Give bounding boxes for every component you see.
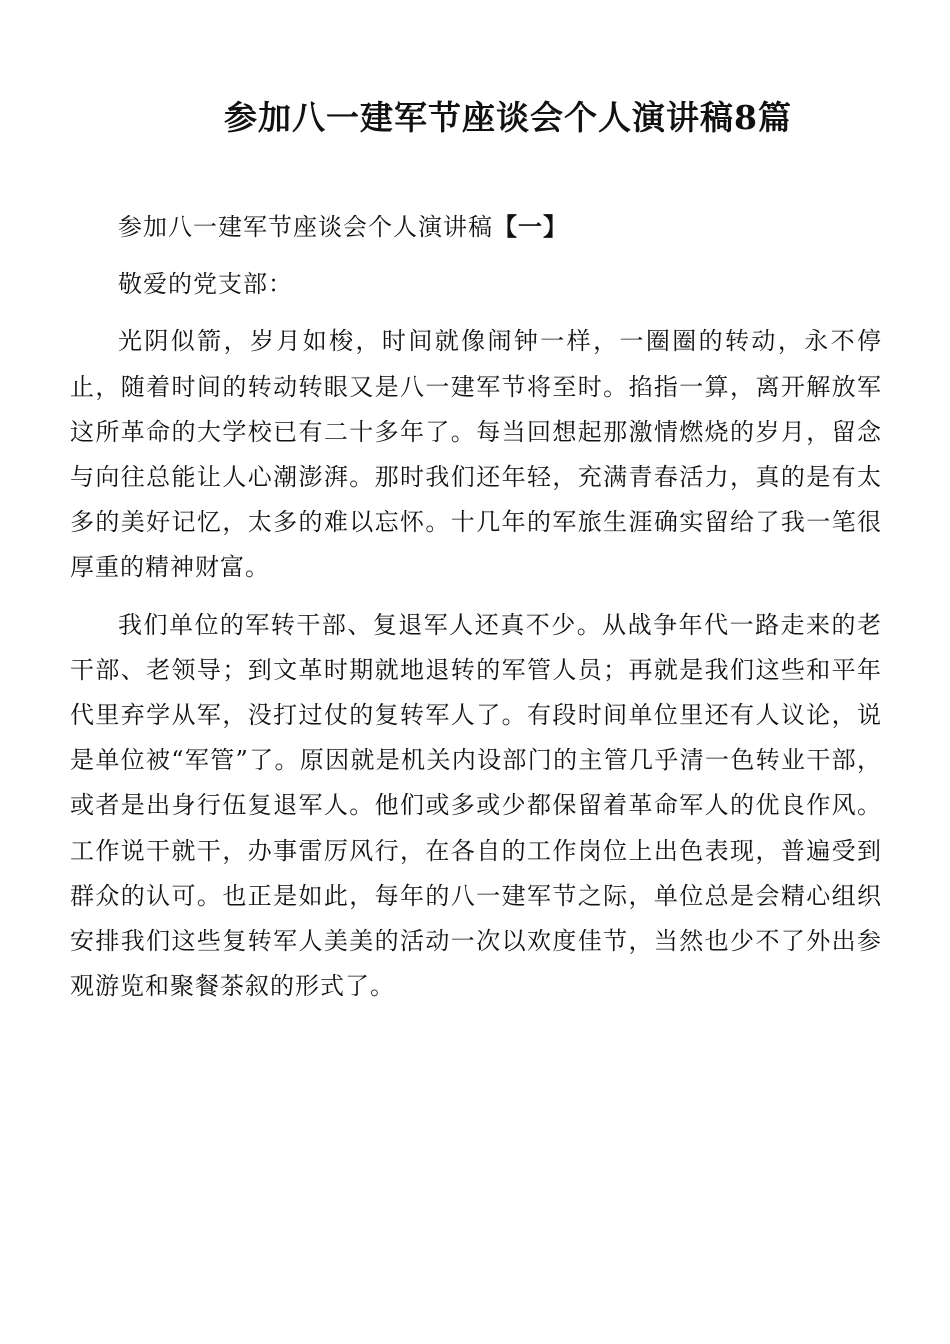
salutation: 敬爱的党支部： [118, 270, 293, 299]
spacer [70, 591, 882, 603]
paragraph-2: 我们单位的军转干部、复退军人还真不少。从战争年代一路走来的老干部、老领导；到文革时期就地退转的军管人员；再就是我们这些和平年代里弃学从军，没打过仗的复转军人了。有段时间单位里还有人议论，说是单位被“军管”了。原因就是机关内设部门的主管几乎清一色转业干部，或者是出身行伍复退军人。他们或多或少都保留着革命军人的优良作风。工作说干就干，办事雷厉风行，在各自的工作岗位上出色表现，普遍受到群众的认可。也正是如此，每年的八一建军节之际，单位总是会精心组织安排我们这些复转军人美美的活动一次以欢度佳节，当然也少不了外出参观游览和聚餐茶叙的形式了。 [70, 610, 882, 1001]
paragraph-1: 光阴似箭，岁月如梭，时间就像闹钟一样，一圈圈的转动，永不停止，随着时间的转动转眼又是八一建军节将至时。掐指一算，离开解放军这所革命的大学校已有二十多年了。每当回想起那激情燃烧的岁月，留念与向往总能让人心潮澎湃。那时我们还年轻，充满青春活力，真的是有太多的美好记忆，太多的难以忘怀。十几年的军旅生涯确实留给了我一笔很厚重的精神财富。 [70, 327, 882, 582]
document-title: 参加八一建军节座谈会个人演讲稿8篇 [224, 98, 792, 137]
document-body [70, 204, 882, 1009]
spacer [70, 250, 882, 262]
spacer [70, 307, 882, 319]
section-heading-text: 参加八一建军节座谈会个人演讲稿 [118, 213, 493, 241]
section-heading [70, 204, 882, 250]
section-marker: 【一】 [493, 212, 568, 241]
